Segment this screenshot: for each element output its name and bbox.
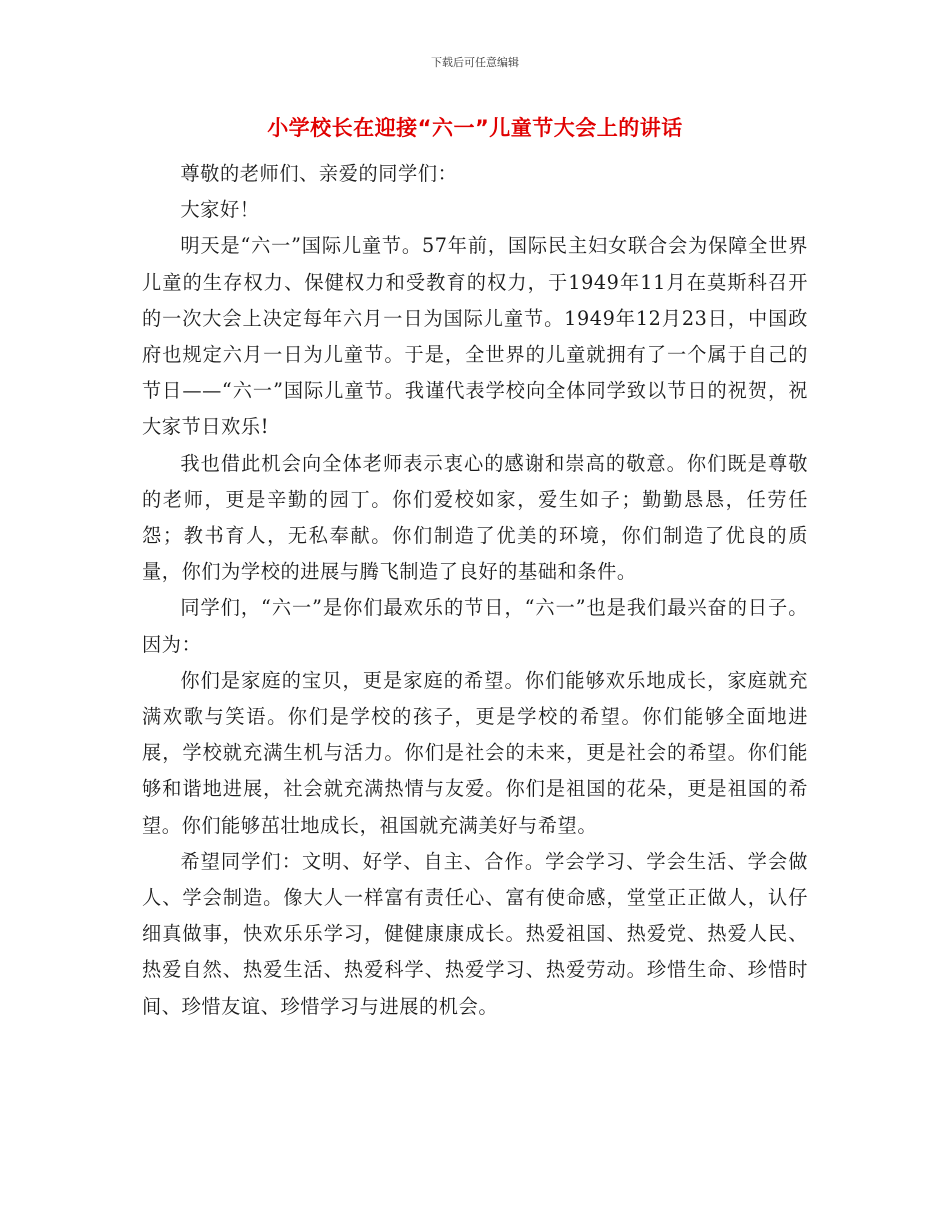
paragraph-salutation: 尊敬的老师们、亲爱的同学们： <box>180 162 458 185</box>
paragraph-hope: 你们是家庭的宝贝，更是家庭的希望。你们能够欢乐地成长，家庭就充满欢歌与笑语。你们是学校的孩子，更是学校的希望。你们能够全面地进展，学校就充满生机与活力。你们是社会的未来，更是社会的希望。你们能够和谐地进展，社会就充满热情与友爱。你们是祖国的花朵，更是祖国的希望。你们能够茁壮地成长，祖国就充满美好与希望。 <box>142 668 808 837</box>
paragraph-greeting: 大家好！ <box>180 198 260 222</box>
header-note: 下载后可任意编辑 <box>431 56 519 69</box>
paragraph-wishes: 希望同学们：文明、好学、自主、合作。学会学习、学会生活、学会做人、学会制造。像大人一样富有责任心、富有使命感，堂堂正正做人，认仔细真做事，快欢乐乐学习，健健康康成长。热爱祖国、热爱党、热爱人民、热爱自然、热爱生活、热爱科学、热爱学习、热爱劳动。珍惜生命、珍惜时间、珍惜友谊、珍惜学习与进展的机会。 <box>142 849 808 1018</box>
document-body <box>142 156 808 1025</box>
document-title: 小学校长在迎接“六一”儿童节大会上的讲话 <box>267 116 683 140</box>
paragraph-thanks-teachers: 我也借此机会向全体老师表示衷心的感谢和崇高的敬意。你们既是尊敬的老师，更是辛勤的园丁。你们爱校如家，爱生如子；勤勤恳恳，任劳任怨；教书育人，无私奉献。你们制造了优美的环境，你们制造了优良的质量，你们为学校的进展与腾飞制造了良好的基础和条件。 <box>142 451 808 584</box>
paragraph-students-intro: 同学们，“六一”是你们最欢乐的节日，“六一”也是我们最兴奋的日子。因为： <box>142 596 808 656</box>
paragraph-childrens-day-history: 明天是“六一”国际儿童节。57年前，国际民主妇女联合会为保障全世界儿童的生存权力、保健权力和受教育的权力，于1949年11月在莫斯科召开的一次大会上决定每年六月一日为国际儿童节。1949年12月23日，中国政府也规定六月一日为儿童节。于是，全世界的儿童就拥有了一个属于自己的节日——“六一”国际儿童节。我谨代表学校向全体同学致以节日的祝贺，祝大家节日欢乐! <box>142 234 808 439</box>
